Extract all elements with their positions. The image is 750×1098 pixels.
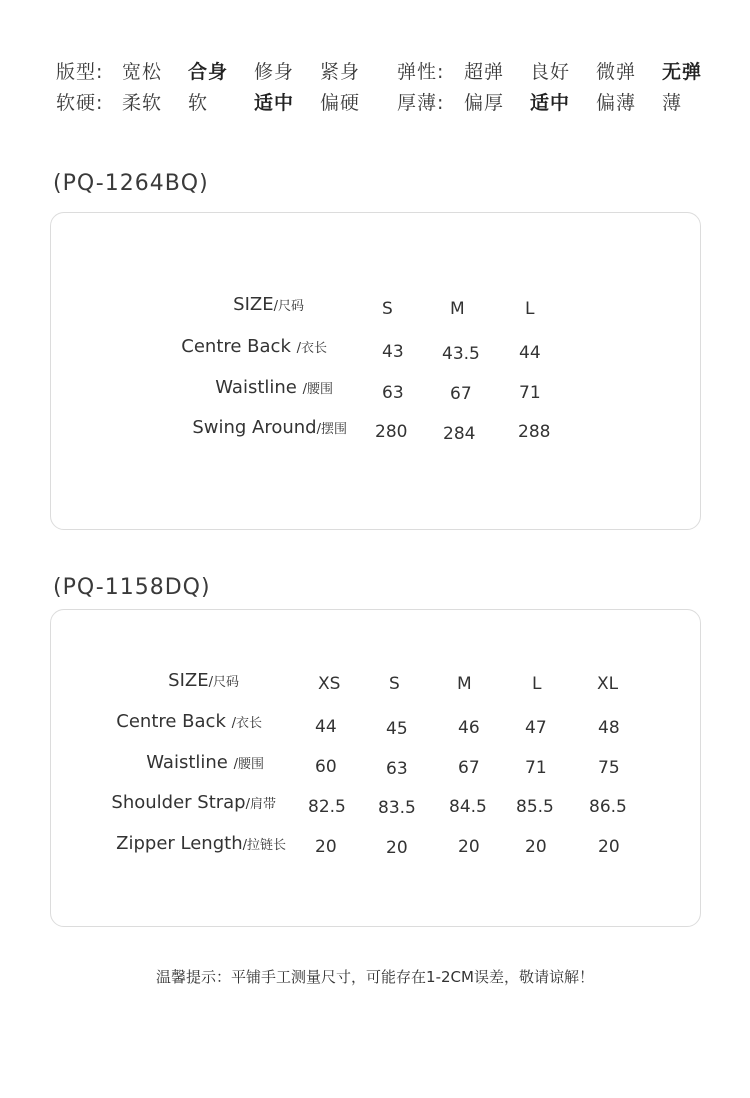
row-label: Centre Back /衣长 xyxy=(116,711,262,732)
row-label: Shoulder Strap/肩带 xyxy=(111,792,276,813)
size-col-header: S xyxy=(382,299,393,319)
stretch-option: 超弹 xyxy=(464,61,505,83)
fit-option: 紧身 xyxy=(320,61,361,83)
table-cell: 63 xyxy=(382,383,404,403)
size-col-header: S xyxy=(389,674,400,694)
table-cell: 43.5 xyxy=(442,344,480,364)
thickness-option: 偏厚 xyxy=(464,92,505,114)
table-cell: 44 xyxy=(519,343,541,363)
table-cell: 44 xyxy=(315,717,337,737)
table-cell: 20 xyxy=(598,837,620,857)
fit-option: 宽松 xyxy=(122,61,163,83)
size-col-header: XS xyxy=(318,674,341,694)
size-col-header: L xyxy=(532,674,542,694)
size-table-card xyxy=(50,609,701,927)
table-cell: 71 xyxy=(519,383,541,403)
size-header-cn: /尺码 xyxy=(208,675,239,690)
table-cell: 82.5 xyxy=(308,797,346,817)
size-header-en: SIZE xyxy=(233,294,274,315)
row-label: Zipper Length/拉链长 xyxy=(116,833,286,854)
softness-label: 软硬: xyxy=(56,92,104,114)
softness-option: 偏硬 xyxy=(320,92,361,114)
size-header xyxy=(233,294,304,315)
thickness-label: 厚薄: xyxy=(397,92,445,114)
table-cell: 63 xyxy=(386,759,408,779)
measurement-note: 温馨提示：平铺手工测量尺寸，可能存在1-2CM误差，敬请谅解！ xyxy=(156,968,594,986)
fit-option-selected: 合身 xyxy=(188,61,229,83)
thickness-option: 薄 xyxy=(662,92,683,114)
softness-option-selected: 适中 xyxy=(254,92,295,114)
size-col-header: XL xyxy=(597,674,619,694)
table-cell: 71 xyxy=(525,758,547,778)
table-cell: 67 xyxy=(458,758,480,778)
table-cell: 75 xyxy=(598,758,620,778)
thickness-option: 偏薄 xyxy=(596,92,637,114)
fit-label: 版型: xyxy=(56,61,104,83)
stretch-label: 弹性: xyxy=(397,61,445,83)
table-cell: 46 xyxy=(458,718,480,738)
table-cell: 47 xyxy=(525,718,547,738)
table-cell: 280 xyxy=(375,422,408,442)
table-cell: 86.5 xyxy=(589,797,627,817)
fit-option: 修身 xyxy=(254,61,295,83)
table-cell: 288 xyxy=(518,422,551,442)
row-label: Waistline /腰围 xyxy=(215,377,333,398)
stretch-option: 良好 xyxy=(530,61,571,83)
softness-option: 柔软 xyxy=(122,92,163,114)
table-cell: 43 xyxy=(382,342,404,362)
table-cell: 60 xyxy=(315,757,337,777)
stretch-option-selected: 无弹 xyxy=(662,61,703,83)
table-cell: 67 xyxy=(450,384,472,404)
size-col-header: L xyxy=(525,299,535,319)
size-table-card xyxy=(50,212,701,530)
row-label: Waistline /腰围 xyxy=(146,752,264,773)
table-cell: 284 xyxy=(443,424,476,444)
row-label: Centre Back /衣长 xyxy=(181,336,327,357)
size-header-cn: /尺码 xyxy=(273,299,304,314)
softness-option: 软 xyxy=(188,92,209,114)
size-col-header: M xyxy=(450,299,465,319)
table-cell: 20 xyxy=(315,837,337,857)
size-header xyxy=(168,670,239,691)
table-cell: 20 xyxy=(386,838,408,858)
thickness-option-selected: 适中 xyxy=(530,92,571,114)
size-header-en: SIZE xyxy=(168,670,209,691)
size-col-header: M xyxy=(457,674,472,694)
table-cell: 48 xyxy=(598,718,620,738)
table-cell: 84.5 xyxy=(449,797,487,817)
table-cell: 83.5 xyxy=(378,798,416,818)
model-code: (PQ-1264BQ) xyxy=(53,171,209,196)
model-code: (PQ-1158DQ) xyxy=(53,575,211,600)
stretch-option: 微弹 xyxy=(596,61,637,83)
table-cell: 20 xyxy=(525,837,547,857)
table-cell: 20 xyxy=(458,837,480,857)
row-label: Swing Around/摆围 xyxy=(192,417,347,438)
table-cell: 45 xyxy=(386,719,408,739)
table-cell: 85.5 xyxy=(516,797,554,817)
